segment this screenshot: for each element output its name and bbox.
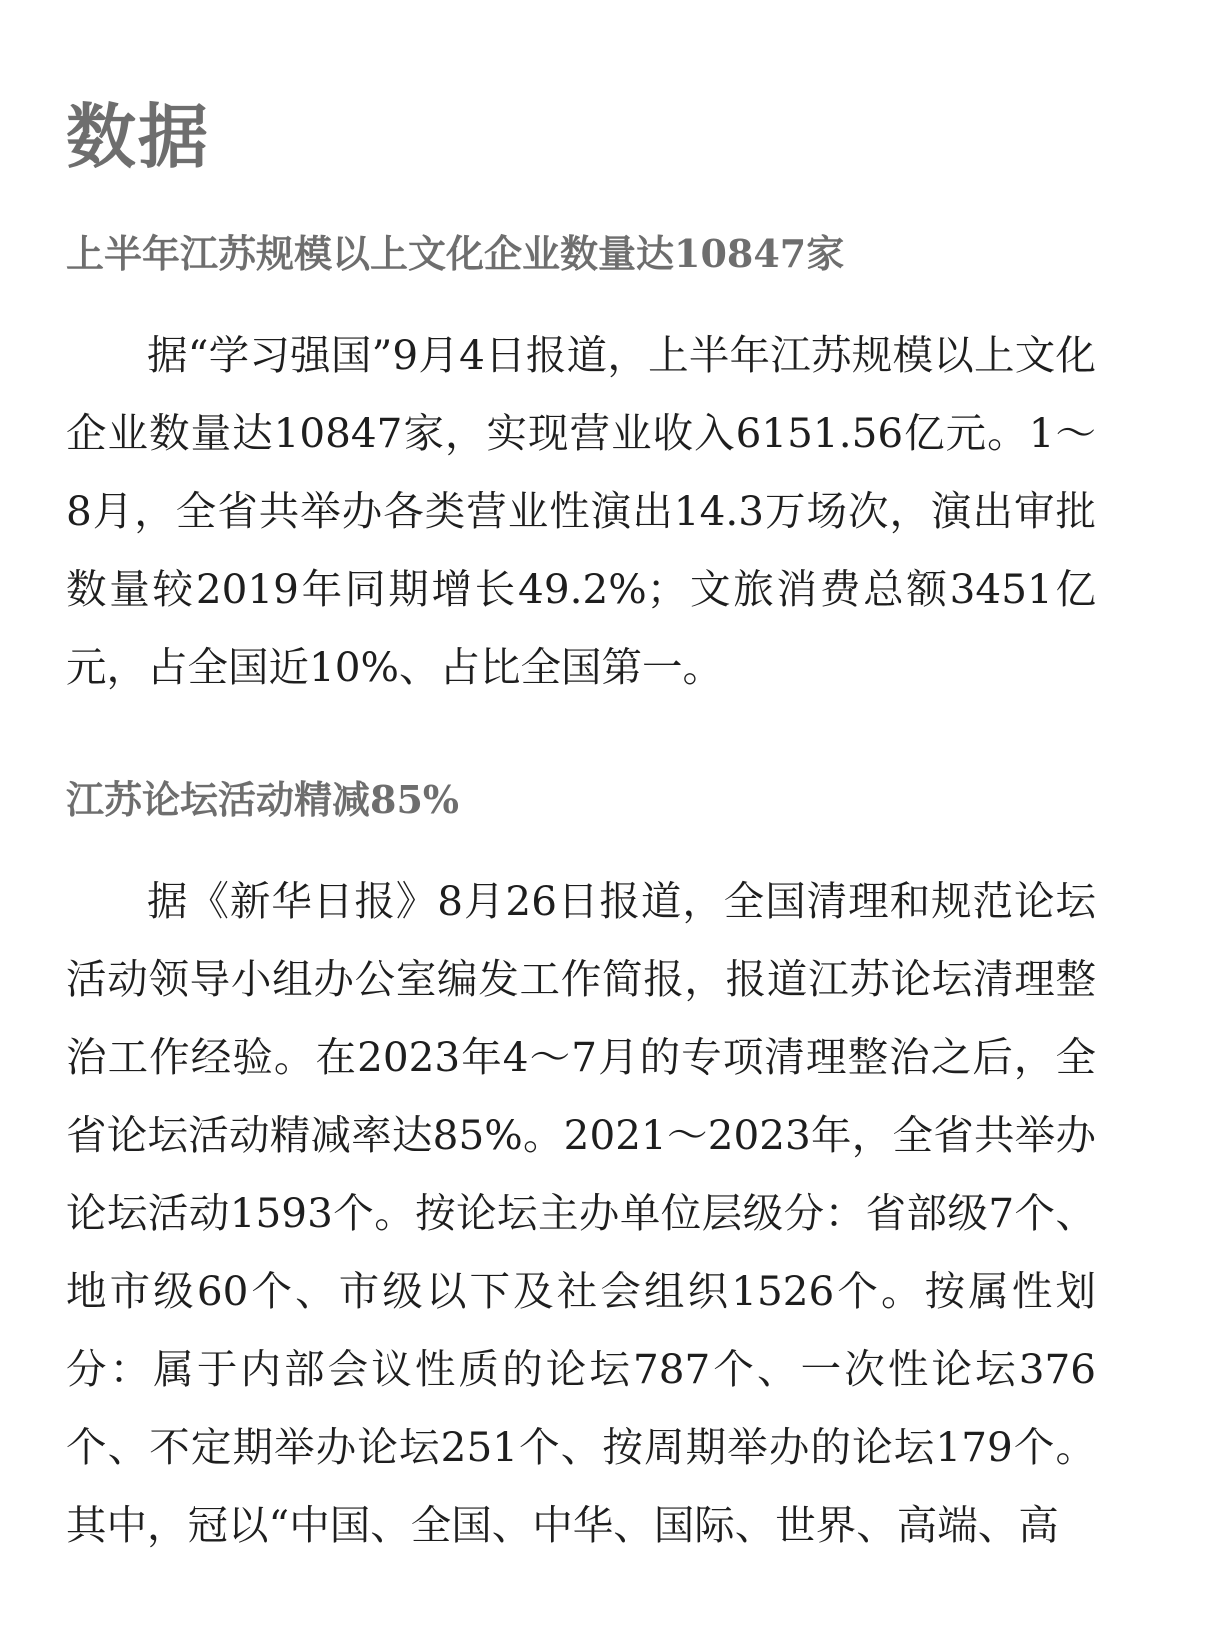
article-headline: 江苏论坛活动精减85% <box>66 777 459 822</box>
article-body: 据“学习强国”9月4日报道，上半年江苏规模以上文化企业数量达10847家，实现营业收入6151.56亿元。1～8月，全省共举办各类营业性演出14.3万场次，演出审批数量较2019年同期增长49.2%；文旅消费总额3451亿元，占全国近10%、占比全国第一。 <box>66 331 1096 691</box>
section-title: 数据 <box>66 96 210 178</box>
article-headline: 上半年江苏规模以上文化企业数量达10847家 <box>66 231 845 276</box>
article-body: 据《新华日报》8月26日报道，全国清理和规范论坛活动领导小组办公室编发工作简报，报道江苏论坛清理整治工作经验。在2023年4～7月的专项清理整治之后，全省论坛活动精减率达85%。2021～2023年，全省共举办论坛活动1593个。按论坛主办单位层级分：省部级7个、地市级60个、市级以下及社会组织1526个。按属性划分：属于内部会议性质的论坛787个、一次性论坛376个、不定期举办论坛251个、按周期举办的论坛179个。其中，冠以“中国、全国、中华、国际、世界、高端、高 <box>66 877 1096 1549</box>
